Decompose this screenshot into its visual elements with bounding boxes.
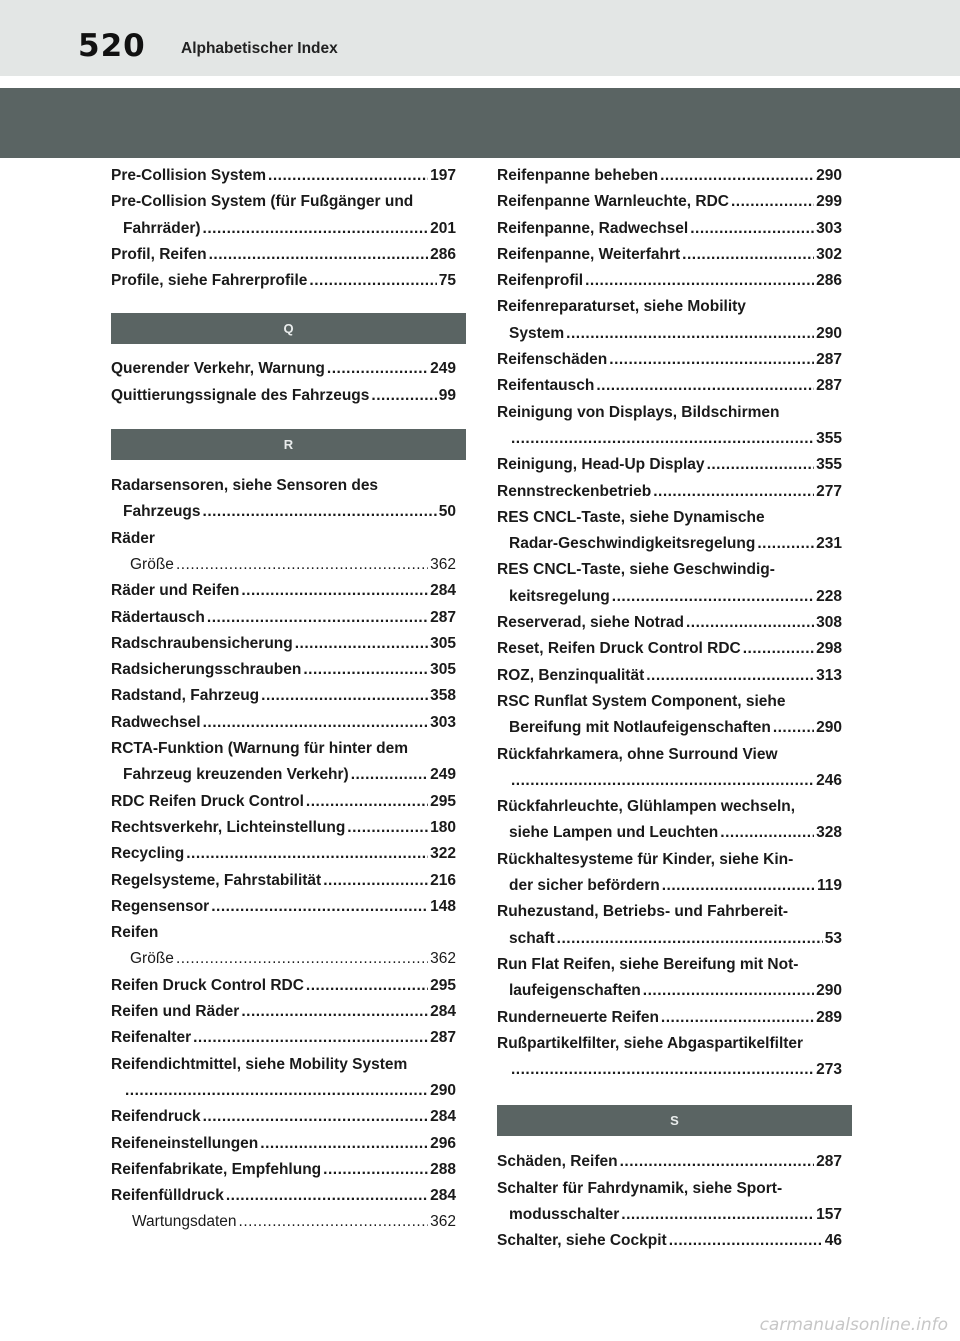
entry-term: RDC Reifen Druck Control bbox=[111, 792, 304, 810]
entry-page-number: 284 bbox=[430, 1187, 456, 1205]
entry-page-number: 289 bbox=[816, 1008, 842, 1026]
dot-leader bbox=[653, 479, 814, 505]
index-entry bbox=[111, 683, 456, 709]
index-entry bbox=[111, 605, 456, 631]
entry-term: Reifenreparaturset, siehe Mobility bbox=[497, 298, 746, 316]
dot-leader bbox=[707, 452, 815, 478]
index-entry bbox=[497, 794, 842, 820]
entry-term: Regensensor bbox=[111, 897, 210, 915]
entry-term: Profile, siehe Fahrerprofile bbox=[111, 272, 308, 290]
entry-term: Querender Verkehr, Warnung bbox=[111, 360, 325, 378]
index-entry bbox=[497, 610, 842, 636]
index-entry bbox=[111, 762, 456, 788]
entry-term: Rückfahrleuchte, Glühlampen wechseln, bbox=[497, 798, 796, 816]
dot-leader bbox=[239, 1209, 429, 1235]
index-entry bbox=[111, 526, 456, 552]
entry-term: Reifentausch bbox=[497, 377, 595, 395]
entry-page-number: 290 bbox=[816, 324, 842, 342]
index-entry bbox=[497, 1202, 842, 1228]
entry-page-number: 290 bbox=[816, 719, 842, 737]
index-entry bbox=[497, 1228, 842, 1254]
index-entry bbox=[497, 1057, 842, 1083]
index-entry bbox=[111, 473, 456, 499]
entry-page-number: 231 bbox=[816, 535, 842, 553]
index-entry bbox=[111, 894, 456, 920]
dot-leader bbox=[686, 610, 814, 636]
dot-leader bbox=[203, 1104, 429, 1130]
dot-leader bbox=[193, 1025, 428, 1051]
entry-term: Radschraubensicherung bbox=[111, 634, 293, 652]
entry-term: Rädertausch bbox=[111, 608, 205, 626]
entry-term: Schalter, siehe Cockpit bbox=[497, 1232, 667, 1250]
index-entry bbox=[111, 189, 456, 215]
index-entry bbox=[111, 868, 456, 894]
letter-heading-r: R bbox=[111, 429, 466, 460]
entry-page-number: 180 bbox=[430, 818, 456, 836]
entry-page-number: 273 bbox=[816, 1061, 842, 1079]
entry-term: Rennstreckenbetrieb bbox=[497, 482, 652, 500]
dot-leader bbox=[176, 552, 428, 578]
entry-page-number: 75 bbox=[438, 272, 456, 290]
index-entry bbox=[497, 820, 842, 846]
index-entry bbox=[497, 715, 842, 741]
index-entry bbox=[111, 946, 456, 972]
entry-page-number: 296 bbox=[430, 1134, 456, 1152]
entry-term: Reifendichtmittel, siehe Mobility System bbox=[111, 1055, 408, 1073]
dot-leader bbox=[585, 268, 814, 294]
entry-term: Fahrzeug kreuzenden Verkehr) bbox=[123, 766, 349, 784]
dot-leader bbox=[241, 999, 428, 1025]
dot-leader bbox=[306, 789, 428, 815]
index-entry bbox=[111, 815, 456, 841]
entry-page-number: 119 bbox=[816, 877, 842, 895]
entry-term: Schäden, Reifen bbox=[497, 1153, 618, 1171]
index-entry bbox=[497, 426, 842, 452]
entry-page-number: 228 bbox=[816, 587, 842, 605]
entry-term: Wartungsdaten bbox=[132, 1213, 237, 1231]
letter-heading-q: Q bbox=[111, 313, 466, 344]
entry-term: Reinigung von Displays, Bildschirmen bbox=[497, 403, 780, 421]
entry-term: Reset, Reifen Druck Control RDC bbox=[497, 640, 741, 658]
entry-term: Räder und Reifen bbox=[111, 582, 240, 600]
index-entry bbox=[497, 1005, 842, 1031]
index-entry bbox=[111, 1209, 456, 1235]
index-entry bbox=[111, 356, 456, 382]
index-entry bbox=[497, 479, 842, 505]
entry-page-number: 287 bbox=[816, 1153, 842, 1171]
index-entry bbox=[111, 657, 456, 683]
dot-leader bbox=[303, 657, 428, 683]
dot-leader bbox=[720, 820, 814, 846]
dot-leader bbox=[731, 189, 814, 215]
entry-page-number: 284 bbox=[430, 1108, 456, 1126]
index-entry bbox=[111, 163, 456, 189]
index-entry bbox=[497, 268, 842, 294]
entry-term: Quittierungssignale des Fahrzeugs bbox=[111, 386, 370, 404]
entry-page-number: 249 bbox=[430, 766, 456, 784]
index-entry bbox=[497, 663, 842, 689]
entry-page-number: 362 bbox=[430, 1213, 456, 1231]
entry-term: Reifenfülldruck bbox=[111, 1187, 224, 1205]
entry-term: Radar-Geschwindigkeitsregelung bbox=[509, 535, 756, 553]
index-entry bbox=[111, 1157, 456, 1183]
entry-page-number: 288 bbox=[430, 1160, 456, 1178]
entry-term: Fahrzeugs bbox=[123, 503, 201, 521]
entry-term: Runderneuerte Reifen bbox=[497, 1008, 659, 1026]
dot-leader bbox=[295, 631, 428, 657]
entry-page-number: 287 bbox=[816, 351, 842, 369]
entry-page-number: 299 bbox=[816, 193, 842, 211]
dot-leader bbox=[662, 873, 815, 899]
entry-term: Reifendruck bbox=[111, 1108, 201, 1126]
entry-term: Recycling bbox=[111, 845, 185, 863]
index-entry bbox=[497, 742, 842, 768]
dot-leader bbox=[371, 383, 436, 409]
entry-page-number: 287 bbox=[430, 608, 456, 626]
dot-leader bbox=[557, 926, 823, 952]
dot-leader bbox=[306, 973, 428, 999]
dot-leader bbox=[347, 815, 428, 841]
page-title: Alphabetischer Index bbox=[181, 40, 338, 57]
entry-page-number: 284 bbox=[430, 582, 456, 600]
entry-term: Reifenschäden bbox=[497, 351, 608, 369]
index-entry bbox=[497, 926, 842, 952]
entry-term: RES CNCL-Taste, siehe Geschwindig- bbox=[497, 561, 775, 579]
entry-term: Fahrräder) bbox=[123, 219, 201, 237]
dot-leader bbox=[660, 163, 814, 189]
dot-leader bbox=[661, 1005, 814, 1031]
index-entry bbox=[497, 242, 842, 268]
dot-leader bbox=[268, 163, 428, 189]
entry-term: der sicher befördern bbox=[509, 877, 660, 895]
entry-page-number: 290 bbox=[816, 167, 842, 184]
index-entry bbox=[111, 631, 456, 657]
dot-leader bbox=[211, 894, 428, 920]
dot-leader bbox=[511, 426, 814, 452]
entry-term: Größe bbox=[130, 950, 174, 968]
index-entry bbox=[497, 189, 842, 215]
index-entry bbox=[111, 1025, 456, 1051]
index-entry bbox=[111, 552, 456, 578]
dot-leader bbox=[511, 1057, 814, 1083]
entry-term: Schalter für Fahrdynamik, siehe Sport- bbox=[497, 1179, 783, 1197]
dot-leader bbox=[690, 216, 814, 242]
index-entry bbox=[111, 383, 456, 409]
entry-page-number: 286 bbox=[816, 272, 842, 290]
entry-term: Reifenprofil bbox=[497, 272, 584, 290]
entry-group bbox=[111, 473, 456, 1236]
index-entry bbox=[111, 841, 456, 867]
dot-leader bbox=[186, 841, 428, 867]
index-entry bbox=[497, 373, 842, 399]
entry-page-number: 303 bbox=[816, 219, 842, 237]
dot-leader bbox=[260, 1131, 428, 1157]
dot-leader bbox=[566, 321, 814, 347]
dot-leader bbox=[209, 242, 429, 268]
entry-term: Ruhezustand, Betriebs- und Fahrbereit- bbox=[497, 903, 789, 921]
entry-page-number: 313 bbox=[816, 666, 842, 684]
entry-term: Reserverad, siehe Notrad bbox=[497, 614, 684, 632]
dot-leader bbox=[327, 356, 428, 382]
entry-term: Rechtsverkehr, Lichteinstellung bbox=[111, 818, 346, 836]
index-entry bbox=[111, 1183, 456, 1209]
index-entry bbox=[111, 710, 456, 736]
index-column-right bbox=[497, 163, 842, 1255]
entry-page-number: 216 bbox=[430, 871, 456, 889]
entry-group bbox=[497, 163, 842, 1083]
entry-page-number: 295 bbox=[430, 792, 456, 810]
index-entry bbox=[497, 768, 842, 794]
index-entry bbox=[111, 1104, 456, 1130]
dot-leader bbox=[309, 268, 436, 294]
dot-leader bbox=[125, 1078, 428, 1104]
entry-page-number: 305 bbox=[430, 661, 456, 679]
dot-leader bbox=[351, 762, 428, 788]
entry-term: Reifen und Räder bbox=[111, 1003, 240, 1021]
entry-page-number: 287 bbox=[816, 377, 842, 395]
entry-term: Reifeneinstellungen bbox=[111, 1134, 259, 1152]
entry-group bbox=[111, 163, 456, 294]
entry-term: ROZ, Benzinqualität bbox=[497, 666, 645, 684]
index-entry bbox=[111, 1078, 456, 1104]
index-entry bbox=[111, 499, 456, 525]
entry-term: Regelsysteme, Fahrstabilität bbox=[111, 871, 322, 889]
index-entry bbox=[497, 1149, 842, 1175]
index-entry bbox=[497, 400, 842, 426]
entry-term: laufeigenschaften bbox=[509, 982, 641, 1000]
index-entry bbox=[497, 294, 842, 320]
entry-term: schaft bbox=[509, 929, 555, 947]
dot-leader bbox=[621, 1202, 814, 1228]
page-number: 520 bbox=[78, 28, 146, 64]
entry-page-number: 53 bbox=[824, 929, 842, 947]
dot-leader bbox=[682, 242, 814, 268]
entry-term: Radstand, Fahrzeug bbox=[111, 687, 260, 705]
index-entry bbox=[111, 736, 456, 762]
index-entry bbox=[497, 952, 842, 978]
entry-term: keitsregelung bbox=[509, 587, 610, 605]
entry-term: siehe Lampen und Leuchten bbox=[509, 824, 719, 842]
dot-leader bbox=[609, 347, 814, 373]
index-entry bbox=[497, 505, 842, 531]
dot-leader bbox=[643, 978, 814, 1004]
entry-term: RES CNCL-Taste, siehe Dynamische bbox=[497, 508, 765, 526]
dot-leader bbox=[646, 663, 814, 689]
entry-page-number: 305 bbox=[430, 634, 456, 652]
index-entry bbox=[497, 347, 842, 373]
entry-page-number: 284 bbox=[430, 1003, 456, 1021]
entry-page-number: 290 bbox=[430, 1081, 456, 1099]
index-entry bbox=[111, 789, 456, 815]
entry-page-number: 286 bbox=[430, 245, 456, 263]
entry-term: Reifenpanne, Weiterfahrt bbox=[497, 245, 681, 263]
dot-leader bbox=[176, 946, 428, 972]
index-entry bbox=[497, 873, 842, 899]
header-band bbox=[0, 88, 960, 158]
dot-leader bbox=[226, 1183, 428, 1209]
entry-page-number: 355 bbox=[816, 456, 842, 474]
entry-term: Radsicherungsschrauben bbox=[111, 661, 302, 679]
letter-heading-s: S bbox=[497, 1105, 852, 1136]
entry-page-number: 355 bbox=[816, 429, 842, 447]
index-entry bbox=[497, 1031, 842, 1057]
entry-page-number: 362 bbox=[430, 950, 456, 968]
entry-page-number: 201 bbox=[430, 219, 456, 237]
entry-term: Reifenpanne, Radwechsel bbox=[497, 219, 689, 237]
entry-page-number: 99 bbox=[438, 386, 456, 404]
entry-group bbox=[111, 356, 456, 409]
entry-page-number: 277 bbox=[816, 482, 842, 500]
dot-leader bbox=[743, 636, 814, 662]
dot-leader bbox=[203, 499, 437, 525]
index-entry bbox=[497, 452, 842, 478]
entry-term: modusschalter bbox=[509, 1205, 620, 1223]
index-entry bbox=[111, 1131, 456, 1157]
entry-page-number: 148 bbox=[430, 897, 456, 915]
entry-page-number: 358 bbox=[430, 687, 456, 705]
index-entry bbox=[111, 920, 456, 946]
dot-leader bbox=[773, 715, 814, 741]
index-entry bbox=[497, 899, 842, 925]
dot-leader bbox=[203, 710, 429, 736]
index-entry bbox=[111, 999, 456, 1025]
dot-leader bbox=[669, 1228, 823, 1254]
index-entry bbox=[497, 557, 842, 583]
entry-term: Reifen Druck Control RDC bbox=[111, 976, 304, 994]
entry-term: Radarsensoren, siehe Sensoren des bbox=[111, 477, 379, 495]
dot-leader bbox=[261, 683, 428, 709]
entry-page-number: 362 bbox=[430, 555, 456, 573]
entry-page-number: 322 bbox=[430, 845, 456, 863]
index-entry bbox=[497, 978, 842, 1004]
entry-page-number: 328 bbox=[816, 824, 842, 842]
index-entry bbox=[497, 584, 842, 610]
entry-page-number: 249 bbox=[430, 360, 456, 378]
entry-page-number: 157 bbox=[816, 1205, 842, 1223]
entry-term: Räder bbox=[111, 529, 155, 547]
index-entry bbox=[111, 242, 456, 268]
watermark: carmanualsonline.info bbox=[759, 1315, 948, 1335]
index-entry bbox=[111, 1052, 456, 1078]
entry-page-number: 308 bbox=[816, 614, 842, 632]
entry-term: Rückfahrkamera, ohne Surround View bbox=[497, 745, 778, 763]
dot-leader bbox=[596, 373, 814, 399]
entry-term: Reifenpanne Warnleuchte, RDC bbox=[497, 193, 729, 211]
entry-page-number: 287 bbox=[430, 1029, 456, 1047]
index-entry bbox=[497, 1176, 842, 1202]
dot-leader bbox=[757, 531, 814, 557]
index-entry bbox=[497, 847, 842, 873]
index-entry bbox=[497, 216, 842, 242]
entry-term: System bbox=[509, 324, 565, 342]
index-entry bbox=[497, 689, 842, 715]
entry-term: RSC Runflat System Component, siehe bbox=[497, 692, 786, 710]
entry-page-number: 46 bbox=[824, 1232, 842, 1250]
index-entry bbox=[111, 268, 456, 294]
index-entry bbox=[497, 531, 842, 557]
entry-term: Reifen bbox=[111, 924, 159, 942]
dot-leader bbox=[620, 1149, 815, 1175]
entry-page-number: 197 bbox=[430, 167, 456, 184]
entry-term: Reinigung, Head-Up Display bbox=[497, 456, 705, 474]
dot-leader bbox=[241, 578, 428, 604]
index-column-left bbox=[111, 163, 456, 1236]
index-entry bbox=[497, 321, 842, 347]
entry-group bbox=[497, 1149, 842, 1254]
entry-page-number: 298 bbox=[816, 640, 842, 658]
entry-term: Reifenpanne beheben bbox=[497, 167, 659, 184]
index-entry bbox=[111, 578, 456, 604]
entry-page-number: 303 bbox=[430, 713, 456, 731]
entry-term: Reifenalter bbox=[111, 1029, 192, 1047]
dot-leader bbox=[203, 216, 429, 242]
entry-term: Rückhaltesysteme für Kinder, siehe Kin- bbox=[497, 850, 794, 868]
index-entry bbox=[111, 216, 456, 242]
dot-leader bbox=[323, 868, 428, 894]
entry-term: Radwechsel bbox=[111, 713, 201, 731]
dot-leader bbox=[323, 1157, 428, 1183]
entry-page-number: 246 bbox=[816, 771, 842, 789]
index-entry bbox=[111, 973, 456, 999]
entry-term: Run Flat Reifen, siehe Bereifung mit Not- bbox=[497, 955, 799, 973]
dot-leader bbox=[511, 768, 814, 794]
entry-term: RCTA-Funktion (Warnung für hinter dem bbox=[111, 740, 409, 758]
entry-term: Größe bbox=[130, 555, 174, 573]
entry-page-number: 290 bbox=[816, 982, 842, 1000]
entry-term: Bereifung mit Notlaufeigenschaften bbox=[509, 719, 771, 737]
entry-page-number: 302 bbox=[816, 245, 842, 263]
entry-page-number: 295 bbox=[430, 976, 456, 994]
entry-term: Reifenfabrikate, Empfehlung bbox=[111, 1160, 322, 1178]
dot-leader bbox=[207, 605, 428, 631]
index-entry bbox=[497, 163, 842, 189]
dot-leader bbox=[612, 584, 814, 610]
entry-term: Pre-Collision System (für Fußgänger und bbox=[111, 193, 414, 211]
entry-term: Pre-Collision System bbox=[111, 167, 267, 184]
entry-term: Rußpartikelfilter, siehe Abgaspartikelfilter bbox=[497, 1034, 804, 1052]
index-entry bbox=[497, 636, 842, 662]
entry-term: Profil, Reifen bbox=[111, 245, 207, 263]
entry-page-number: 50 bbox=[438, 503, 456, 521]
